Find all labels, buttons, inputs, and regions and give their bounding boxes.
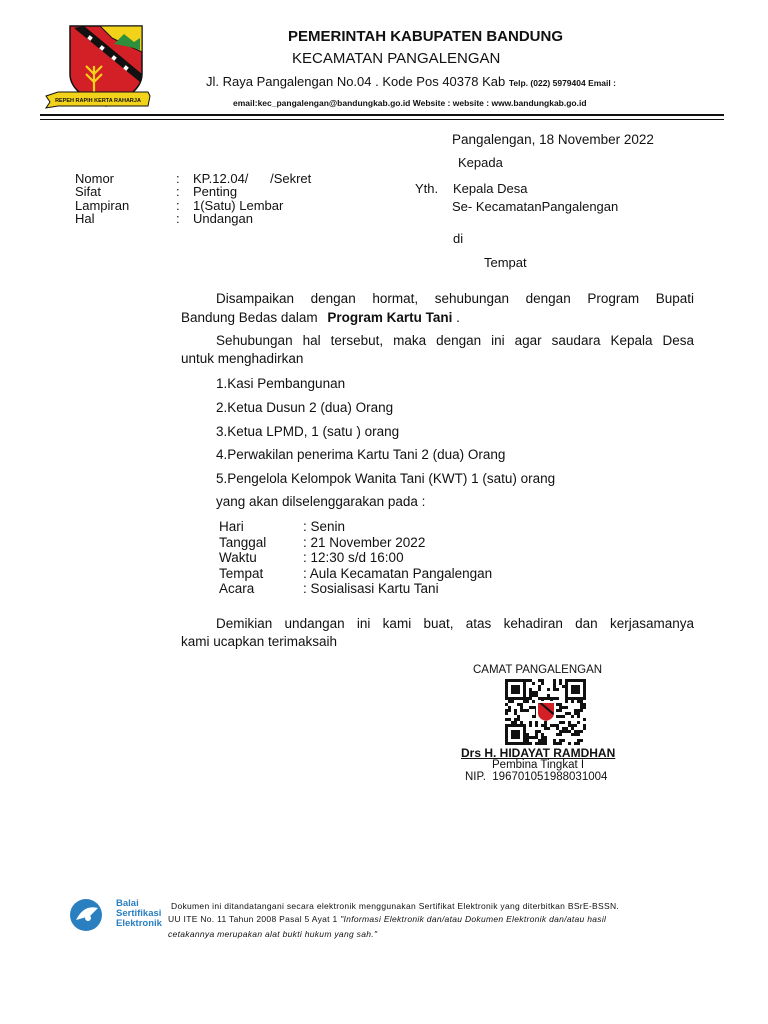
schedule-acara-label: Acara [219,581,255,596]
schedule-intro: yang akan dilselenggarakan pada : [216,494,426,509]
schedule-acara-value: : Sosialisasi Kartu Tani [303,581,439,596]
meta-lampiran-label: Lampiran [75,198,130,213]
bsre-logo [68,896,174,936]
signer-rank: Pembina Tingkat I [492,759,585,771]
signature-title: CAMAT PANGALENGAN [473,664,603,676]
recipient-kepada: Kepada [458,155,503,170]
meta-colon: : [176,198,180,213]
meta-colon: : [176,171,180,186]
bsre-line3: Elektronik [116,918,162,929]
schedule-hari-label: Hari [219,519,244,534]
date-line: Pangalengan, 18 November 2022 [452,132,654,147]
meta-colon: : [176,211,180,226]
schedule-tanggal-value: : 21 November 2022 [303,535,426,550]
recipient-name: Kepala Desa [453,181,528,196]
program-name: Program Kartu Tani [327,310,453,325]
bsre-text [116,899,162,929]
letterhead-line2: KECAMATAN PANGALENGAN [292,50,501,67]
header-rule-thick [40,114,724,116]
schedule-waktu-label: Waktu [219,550,257,565]
kabupaten-emblem [44,22,152,114]
signer-nip: NIP. 196701051988031004 [465,771,608,783]
meta-sifat-value: Penting [193,184,238,199]
bsre-line1: Balai [116,898,139,909]
list-item-2: 2.Ketua Dusun 2 (dua) Orang [216,400,394,415]
header-rule-thin [40,119,724,120]
paragraph-1-line2 [181,310,460,325]
list-item-1: 1.Kasi Pembangunan [216,376,346,391]
recipient-tempat: Tempat [484,255,527,270]
footer-note-line2 [168,914,606,924]
schedule-tempat-value: : Aula Kecamatan Pangalengan [303,566,493,581]
recipient-area: Se- KecamatanPangalengan [452,199,619,214]
meta-colon: : [176,184,180,199]
recipient-di: di [453,231,464,246]
meta-nomor-value: KP.12.04/ /Sekret [193,171,312,186]
schedule-tanggal-label: Tanggal [219,535,267,550]
emblem-motto: REPEH RAPIH KERTA RAHARJA [55,98,141,104]
paragraph-1-pre: Bandung Bedas dalam [181,310,318,325]
list-item-3: 3.Ketua LPMD, 1 (satu ) orang [216,424,400,439]
signer-name: Drs H. HIDAYAT RAMDHAN [461,746,616,760]
closing-line2: kami ucapkan terimaksaih [181,634,338,649]
meta-nomor-label: Nomor [75,171,115,186]
meta-hal-label: Hal [75,211,95,226]
address-text: Jl. Raya Pangalengan No.04 . Kode Pos 40378 Kab [206,74,506,89]
paragraph-1-line1: Disampaikan dengan hormat, sehubungan dengan Program Bupati [216,291,694,306]
list-item-5: 5.Pengelola Kelompok Wanita Tani (KWT) 1 (satu) orang [216,471,556,486]
recipient-yth: Yth. [415,181,439,196]
footer-quote: "Informasi Elektronik dan/atau Dokumen Elektronik dan/atau hasil [340,914,607,924]
letterhead-line1: PEMERINTAH KABUPATEN BANDUNG [288,28,563,45]
telp-text: Telp. (022) 5979404 Email : [508,78,616,88]
meta-lampiran-value: 1(Satu) Lembar [193,198,284,213]
footer-note-line1: Dokumen ini ditandatangani secara elektronik menggunakan Sertifikat Elektronik yang diterbitkan BSrE-BSSN. [171,901,620,911]
footer-note-line3: cetakannya merupakan alat bukti hukum yang sah." [168,929,378,939]
paragraph-1-post: . [456,310,460,325]
qr-code [505,679,587,745]
letterhead-email: email:kec_pangalengan@bandungkab.go.id Website : website : www.bandungkab.go.id [233,98,587,108]
closing-line1: Demikian undangan ini kami buat, atas kehadiran dan kerjasamanya [216,616,694,631]
paragraph-2-line1: Sehubungan hal tersebut, maka dengan ini agar saudara Kepala Desa [216,333,694,348]
bsre-icon [68,896,106,934]
footer-law: UU ITE No. 11 Tahun 2008 Pasal 5 Ayat 1 [168,914,341,924]
meta-hal-value: Undangan [193,211,253,226]
schedule-waktu-value: : 12:30 s/d 16:00 [303,550,404,565]
letterhead-address [206,74,616,89]
schedule-tempat-label: Tempat [219,566,264,581]
bsre-line2: Sertifikasi [116,908,162,919]
paragraph-2-line2: untuk menghadirkan [181,351,304,366]
meta-sifat-label: Sifat [75,184,102,199]
schedule-hari-value: : Senin [303,519,346,534]
list-item-4: 4.Perwakilan penerima Kartu Tani 2 (dua) Orang [216,447,506,462]
